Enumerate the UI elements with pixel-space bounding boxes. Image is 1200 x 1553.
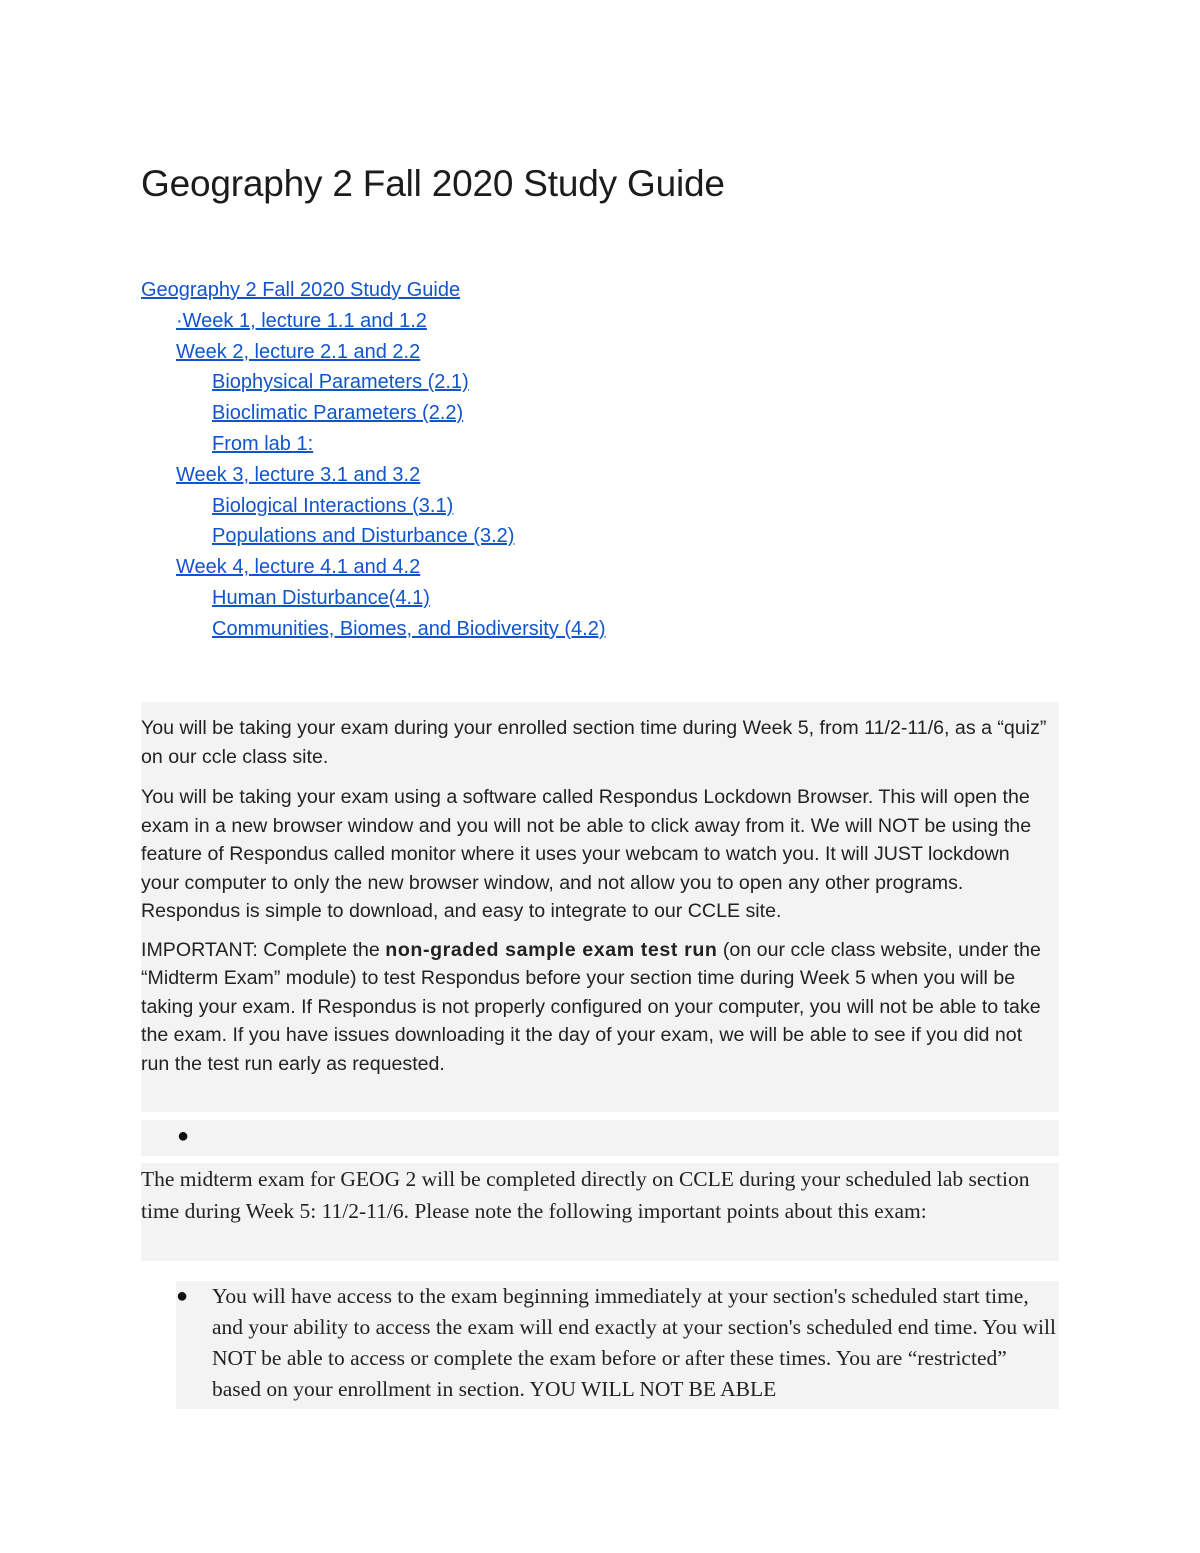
sample-exam-emphasis: non-graded sample exam test run	[385, 938, 718, 961]
bullet-icon: ●	[177, 1125, 190, 1147]
page-title: Geography 2 Fall 2020 Study Guide	[141, 163, 725, 204]
important-prefix: IMPORTANT: Complete the	[141, 938, 386, 961]
notice-paragraph-2: You will be taking your exam using a software called Respondus Lockdown Browser. This will open the exam in a new browser window and you will not be able to click away from it. We will NOT be using the feature of Respondus called monitor where it uses your webcam to watch you. It will JUST lockdown your computer to only the new browser window, and not allow you to open any other programs. Respondus is simple to download, and easy to integrate to our CCLE site.	[141, 786, 1032, 922]
midterm-points-list	[176, 1281, 1059, 1409]
toc-link-week-1[interactable]: ·Week 1, lecture 1.1 and 1.2	[176, 309, 427, 332]
bullet-icon: ●	[176, 1285, 189, 1307]
exam-notice-box	[141, 702, 1059, 1112]
toc-link-human-disturbance[interactable]: Human Disturbance(4.1)	[212, 586, 430, 609]
toc-link-week-4[interactable]: Week 4, lecture 4.1 and 4.2	[176, 556, 421, 579]
notice-paragraph-important	[141, 936, 1059, 1079]
toc-link-bioclimatic-parameters[interactable]: Bioclimatic Parameters (2.2)	[212, 402, 464, 425]
toc-link-study-guide[interactable]: Geography 2 Fall 2020 Study Guide	[141, 279, 461, 301]
midterm-intro-text: The midterm exam for GEOG 2 will be completed directly on CCLE during your scheduled lab section time during Week 5: 11/2-11/6. Please note the following important points about this exam:	[141, 1167, 1030, 1223]
important-suffix: (on our ccle class website, under the “Midterm Exam” module) to test Respondus before your section time during Week 5 when you will be taking your exam. If Respondus is not properly configured on your computer, you will not be able to take the exam. If you have issues downloading it the day of your exam, we will be able to see if you did not run the test run early as requested.	[141, 938, 1041, 1075]
table-of-contents	[141, 275, 605, 645]
toc-link-communities-biomes[interactable]: Communities, Biomes, and Biodiversity (4.2)	[212, 617, 606, 640]
toc-link-populations-disturbance[interactable]: Populations and Disturbance (3.2)	[212, 525, 515, 548]
toc-link-week-3[interactable]: Week 3, lecture 3.1 and 3.2	[176, 463, 421, 486]
toc-link-biophysical-parameters[interactable]: Biophysical Parameters (2.1)	[212, 371, 469, 394]
toc-link-week-2[interactable]: Week 2, lecture 2.1 and 2.2	[176, 340, 421, 363]
empty-bullet-row	[141, 1120, 1059, 1156]
notice-paragraph-1: You will be taking your exam during your enrolled section time during Week 5, from 11/2-11/6, as a “quiz” on our ccle class site.	[141, 717, 1047, 768]
midterm-point-text: You will have access to the exam beginning immediately at your section's scheduled start time, and your ability to access the exam will end exactly at your section's scheduled end time. You will NOT be able to access or complete the exam before or after these times. You are “restricted” based on your enrollment in section. YOU WILL NOT BE ABLE	[212, 1284, 1056, 1401]
toc-link-biological-interactions[interactable]: Biological Interactions (3.1)	[212, 494, 454, 517]
toc-link-from-lab-1[interactable]: From lab 1:	[212, 432, 314, 455]
midterm-intro-box	[141, 1163, 1059, 1261]
list-item	[176, 1281, 1059, 1405]
